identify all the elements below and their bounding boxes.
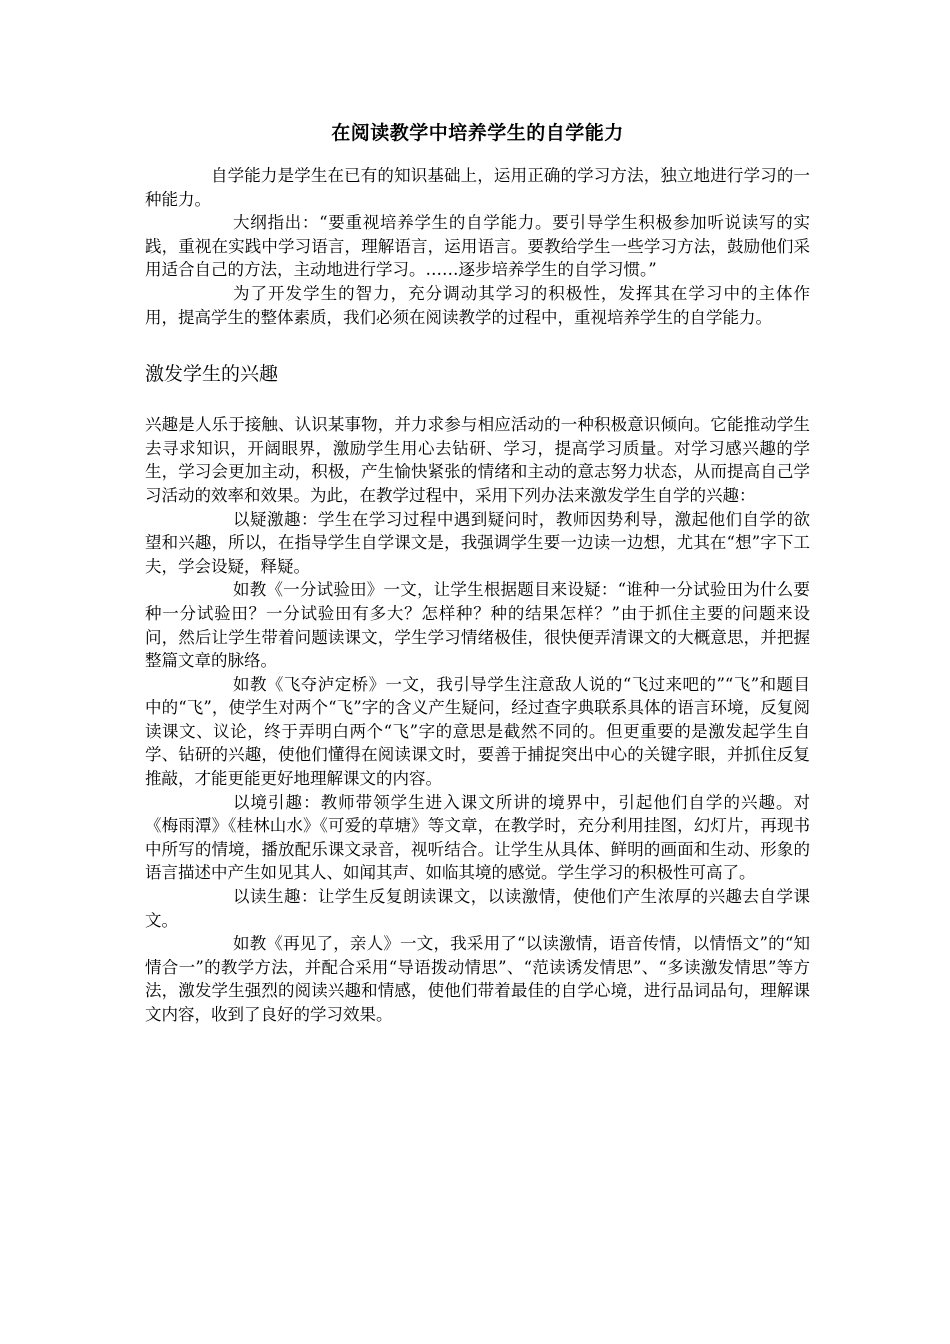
intro-paragraph-2: 大纲指出：“要重视培养学生的自学能力。要引导学生积极参加听说读写的实践，重视在实践中学习语言，理解语言，运用语言。要教给学生一些学习方法，鼓励他们采用适合自己的方法，主动地进行学习。……逐步培养学生的自学习惯。”	[145, 213, 810, 280]
section-paragraph-4: 如教《飞夺泸定桥》一文，我引导学生注意敌人说的“飞过来吧的”“飞”和题目中的“飞”，使学生对两个“飞”字的含义产生疑问，经过查字典联系具体的语言环境，反复阅读课文、议论，终于弄明白两个“飞”字的意思是截然不同的。但更重要的是激发起学生自学、钻研的兴趣，使他们懂得在阅读课文时，要善于捕捉突出中心的关键字眼，并抓住反复推敲，才能更能更好地理解课文的内容。	[145, 674, 810, 789]
section-paragraph-1: 兴趣是人乐于接触、认识某事物，并力求参与相应活动的一种积极意识倾向。它能推动学生去寻求知识，开阔眼界，激励学生用心去钻研、学习，提高学习质量。对学习感兴趣的学生，学习会更加主动，积极，产生愉快紧张的情绪和主动的意志努力状态，从而提高自己学习活动的效率和效果。为此，在教学过程中，采用下列办法来激发学生自学的兴趣：	[145, 415, 810, 505]
document-title: 在阅读教学中培养学生的自学能力	[331, 122, 624, 144]
intro-paragraph-1: 自学能力是学生在已有的知识基础上，运用正确的学习方法，独立地进行学习的一种能力。	[145, 166, 810, 209]
section-paragraph-7: 如教《再见了，亲人》一文，我采用了“以读激情，语音传情，以情悟文”的“知情合一”的教学方法，并配合采用“导语拨动情思”、“范读诱发情思”、“多读激发情思”等方法，激发学生强烈的阅读兴趣和情感，使他们带着最佳的自学心境，进行品词品句，理解课文内容，收到了良好的学习效果。	[145, 934, 810, 1024]
section-paragraph-2: 以疑激趣：学生在学习过程中遇到疑问时，教师因势利导，激起他们自学的欲望和兴趣，所以，在指导学生自学课文是，我强调学生要一边读一边想，尤其在“想”字下工夫，学会设疑，释疑。	[145, 509, 810, 576]
section-heading: 激发学生的兴趣	[145, 363, 279, 386]
intro-paragraph-3: 为了开发学生的智力，充分调动其学习的积极性，发挥其在学习中的主体作用，提高学生的整体素质，我们必须在阅读教学的过程中，重视培养学生的自学能力。	[145, 283, 810, 327]
section-paragraph-5: 以境引趣：教师带领学生进入课文所讲的境界中，引起他们自学的兴趣。对《梅雨潭》《桂林山水》《可爱的草塘》等文章，在教学时，充分利用挂图，幻灯片，再现书中所写的情境，播放配乐课文录音，视听结合。让学生从具体、鲜明的画面和生动、形象的语言描述中产生如见其人、如闻其声、如临其境的感觉。学生学习的积极性可高了。	[145, 792, 810, 883]
section-paragraph-3: 如教《一分试验田》一文，让学生根据题目来设疑：“谁种一分试验田为什么要种一分试验田？一分试验田有多大？怎样种？种的结果怎样？”由于抓住主要的问题来设问，然后让学生带着问题读课文，学生学习情绪极佳，很快便弄清课文的大概意思，并把握整篇文章的脉络。	[145, 580, 810, 671]
section-paragraph-6: 以读生趣：让学生反复朗读课文，以读激情，使他们产生浓厚的兴趣去自学课文。	[145, 887, 810, 930]
document-page	[145, 118, 810, 1027]
